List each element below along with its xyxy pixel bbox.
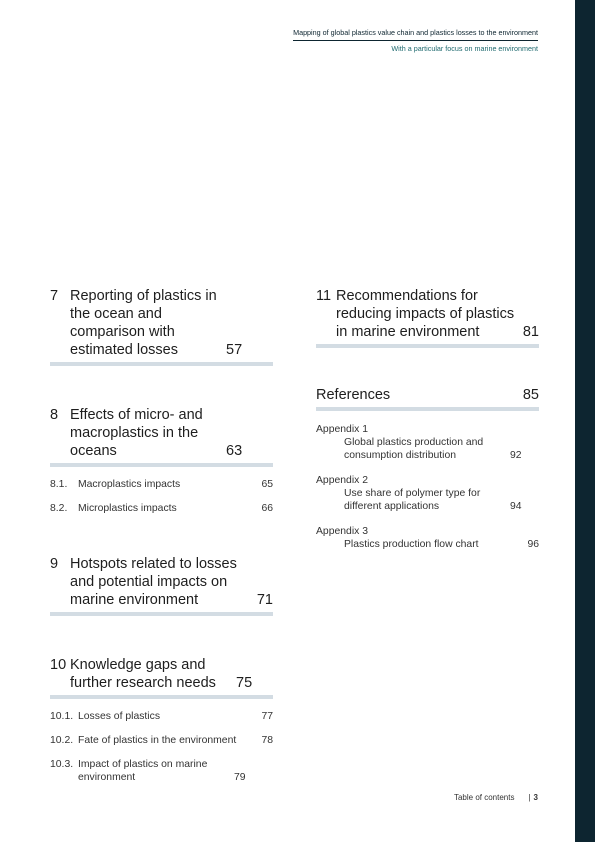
subsection-title: Fate of plastics in the environment: [78, 735, 237, 746]
subsection-number: 10.1.: [50, 711, 74, 722]
chapter-number: 11: [316, 288, 332, 304]
appendix-page: 96: [527, 539, 539, 550]
toc-left-column: [50, 287, 273, 784]
chapter-page: 63: [226, 443, 243, 459]
toc-references[interactable]: [316, 386, 539, 411]
toc-subsection[interactable]: [50, 478, 273, 491]
toc-chapter-8[interactable]: [50, 406, 273, 467]
toc-right-column: [316, 287, 539, 551]
chapter-title: Recommendations for reducing impacts of plastics in marine environment: [336, 288, 515, 340]
appendix-label: Appendix 1: [316, 424, 368, 435]
chapter-number: 10: [50, 657, 67, 673]
chapter-number: 7: [50, 288, 59, 304]
appendix-page: 94: [510, 501, 522, 512]
subsection-number: 10.2.: [50, 735, 74, 746]
toc-chapter-7[interactable]: [50, 287, 273, 366]
chapter-rule: [50, 612, 273, 616]
subsection-number: 10.3.: [50, 759, 74, 770]
header-subtitle: With a particular focus on marine environment: [391, 44, 538, 53]
subsection-page: 65: [261, 479, 273, 490]
footer-section-label: Table of contents: [453, 793, 515, 802]
subsection-page: 77: [261, 711, 273, 722]
chapter-title: Effects of micro- and macroplastics in the oceans: [70, 407, 203, 459]
subsection-number: 8.1.: [50, 479, 68, 490]
header-title: Mapping of global plastics value chain and plastics losses to the environment: [293, 28, 538, 41]
chapter-page: 57: [226, 342, 243, 358]
side-color-bar: [575, 0, 595, 842]
toc-subsection[interactable]: [50, 758, 273, 784]
appendix-title: Global plastics production and consumption distribution: [344, 437, 484, 461]
appendix-label: Appendix 3: [316, 526, 368, 537]
toc-subsection[interactable]: [50, 734, 273, 747]
toc-subsection[interactable]: [50, 710, 273, 723]
subsection-title: Macroplastics impacts: [78, 479, 181, 490]
subsection-title: Losses of plastics: [78, 711, 161, 722]
references-page: 85: [522, 387, 539, 403]
chapter-rule: [316, 344, 539, 348]
chapter-number: 8: [50, 407, 59, 423]
references-rule: [316, 407, 539, 411]
toc-subsection[interactable]: [50, 502, 273, 515]
chapter-title: Reporting of plastics in the ocean and comparison with estimated losses: [70, 288, 217, 358]
subsection-title: Microplastics impacts: [78, 503, 177, 514]
running-header: [293, 28, 538, 53]
toc-chapter-11[interactable]: [316, 287, 539, 348]
chapter-number: 9: [50, 556, 59, 572]
subsection-page: 66: [261, 503, 273, 514]
chapter-page: 81: [522, 324, 539, 340]
chapter-rule: [50, 463, 273, 467]
appendix-title: Use share of polymer type for different applications: [344, 488, 481, 512]
chapter-rule: [50, 695, 273, 699]
toc-chapter-10[interactable]: [50, 656, 273, 699]
appendix-page: 92: [510, 450, 522, 461]
footer-separator: |: [528, 793, 531, 802]
chapter-title: Hotspots related to losses and potential impacts on marine environment: [70, 556, 237, 608]
page-footer: [454, 793, 538, 802]
subsection-page: 78: [261, 735, 273, 746]
appendix-label: Appendix 2: [316, 475, 368, 486]
toc-appendix-1[interactable]: [316, 423, 539, 462]
appendix-title: Plastics production flow chart: [344, 539, 479, 550]
subsection-page: 79: [234, 772, 246, 783]
chapter-page: 71: [256, 592, 273, 608]
chapter-page: 75: [236, 675, 253, 691]
references-title: References: [316, 387, 391, 403]
chapter-rule: [50, 362, 273, 366]
toc-appendix-2[interactable]: [316, 474, 539, 513]
subsection-number: 8.2.: [50, 503, 68, 514]
toc-appendix-3[interactable]: [316, 525, 539, 551]
toc-chapter-9[interactable]: [50, 555, 273, 616]
page-number: 3: [533, 793, 538, 802]
chapter-title: Knowledge gaps and further research needs: [70, 657, 216, 691]
subsection-title: Impact of plastics on marine environment: [78, 759, 208, 783]
